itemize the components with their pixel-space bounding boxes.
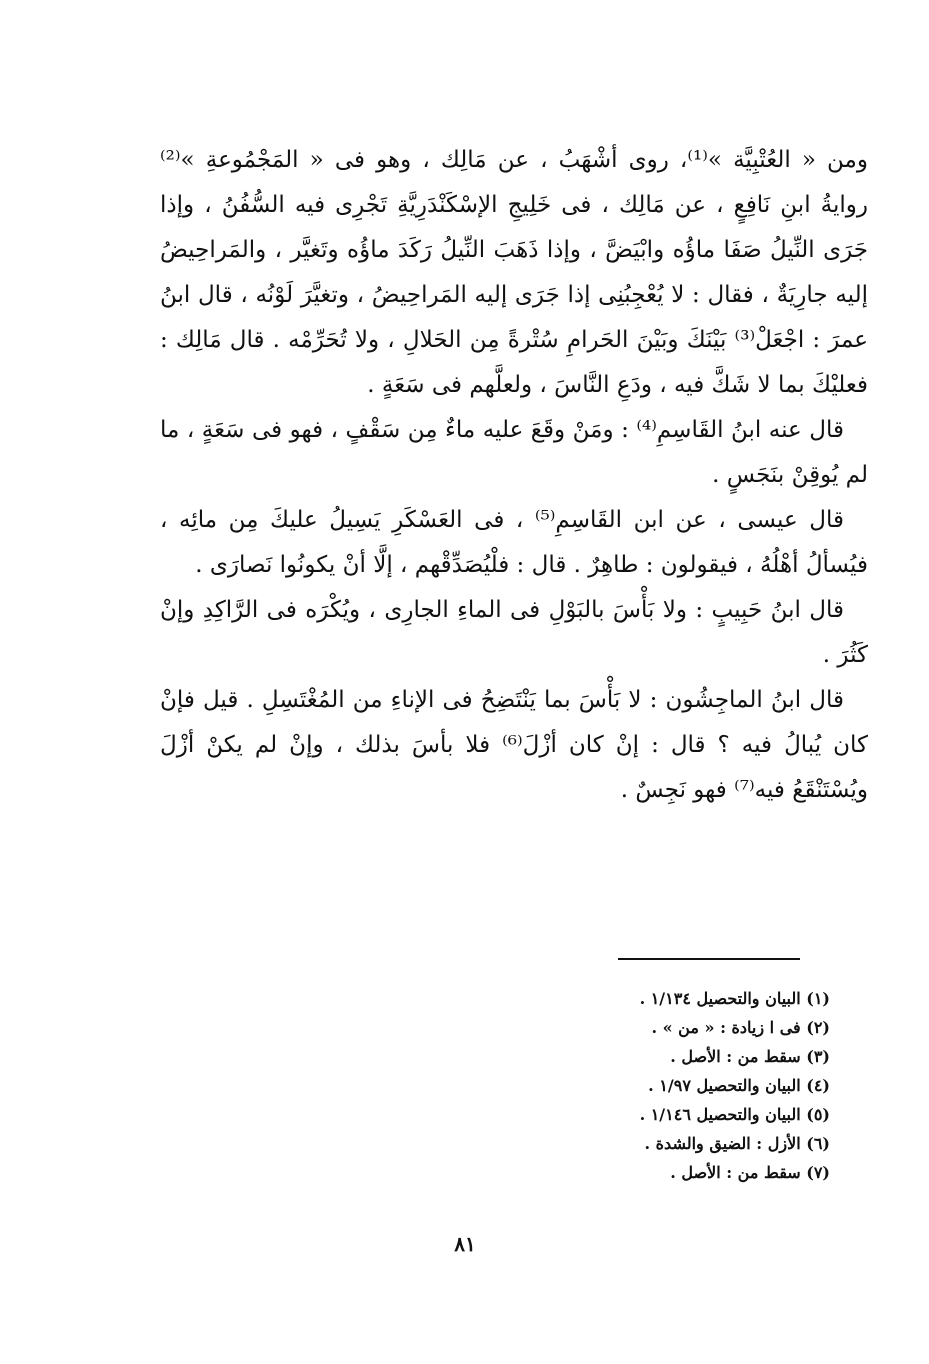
footnote: (٦) الأزل : الضيق والشدة .: [644, 1134, 830, 1153]
main-text: [160, 138, 868, 813]
footnote: (٤) البيان والتحصيل ١/٩٧ .: [648, 1076, 830, 1095]
paragraph: قال عنه ابنُ القَاسِمِ⁽⁴⁾ : ومَنْ وقَعَ عليه ماءٌ مِن سَقْفٍ ، فهو فى سَعَةٍ ، ما لم يُوقِنْ بنَجَسٍ .: [160, 417, 868, 488]
footnote: (١) البيان والتحصيل ١/١٣٤ .: [639, 989, 830, 1008]
footnotes: [400, 984, 830, 1187]
paragraph: قال ابنُ الماجِشُون : لا بَأْسَ بما يَنْتَضِحُ فى الإناءِ من المُغْتَسِلِ . قيل فإنْ كان يُبالُ فيه ؟ قال : إنْ كان أزْلَ⁽⁶⁾ فلا بأسَ بذلك ، وإنْ لم يكنْ أزْلَ ويُسْتَنْقَعُ فيه⁽⁷⁾ فهو نَجِسٌ .: [160, 687, 868, 803]
paragraph: قال عيسى ، عن ابن القَاسِمِ⁽⁵⁾ ، فى العَسْكَرِ يَسِيلُ عليكَ مِن مائِه ، فيُسألُ أهْلُهُ ، فيقولون : طاهِرٌ . قال : فلْيُصَدِّقْهم ، إلَّا أنْ يكونُوا نَصارَى .: [160, 507, 868, 578]
footnote-divider: [618, 958, 800, 960]
footnote: (٢) فى ا زيادة : « من » .: [651, 1018, 830, 1037]
footnote: (٧) سقط من : الأصل .: [670, 1163, 830, 1182]
footnote: (٥) البيان والتحصيل ١/١٤٦ .: [639, 1105, 830, 1124]
footnote: (٣) سقط من : الأصل .: [670, 1047, 830, 1066]
page-number: ٨١: [454, 1232, 476, 1256]
paragraph: ومن « العُتْبِيَّة »⁽¹⁾، روى أشْهَبُ ، عن مَالِك ، وهو فى « المَجْمُوعةِ »⁽²⁾ روايةُ ابنِ نَافِعٍ ، عن مَالِك ، فى خَلِيجِ الإسْكَنْدَرِيَّةِ تَجْرِى فيه السُّفُنُ ، وإذا جَرَى النِّيلُ صَفَا ماؤُه وابْيَضَّ ، وإذا ذَهَبَ النِّيلُ رَكَدَ ماؤُه وتَغيَّر ، والمَراحِيضُ إليه جارِيَةٌ ، فقال : لا يُعْجِبُنِى إذا جَرَى إليه المَراحِيضُ ، وتغيَّرَ لَوْنُه ، قال ابنُ عمرَ : اجْعَلْ⁽³⁾ بَيْنَكَ وبَيْنَ الحَرامِ سُتْرةً مِن الحَلالِ ، ولا تُحَرِّمْه . قال مَالِك : فعليْكَ بما لا شَكَّ فيه ، ودَعِ النَّاسَ ، ولعلَّهم فى سَعَةٍ .: [160, 147, 869, 398]
paragraph: قال ابنُ حَبِيبٍ : ولا بَأْسَ بالبَوْلِ فى الماءِ الجارِى ، ويُكْرَه فى الرَّاكِدِ وإنْ كَثُرَ .: [160, 597, 868, 668]
